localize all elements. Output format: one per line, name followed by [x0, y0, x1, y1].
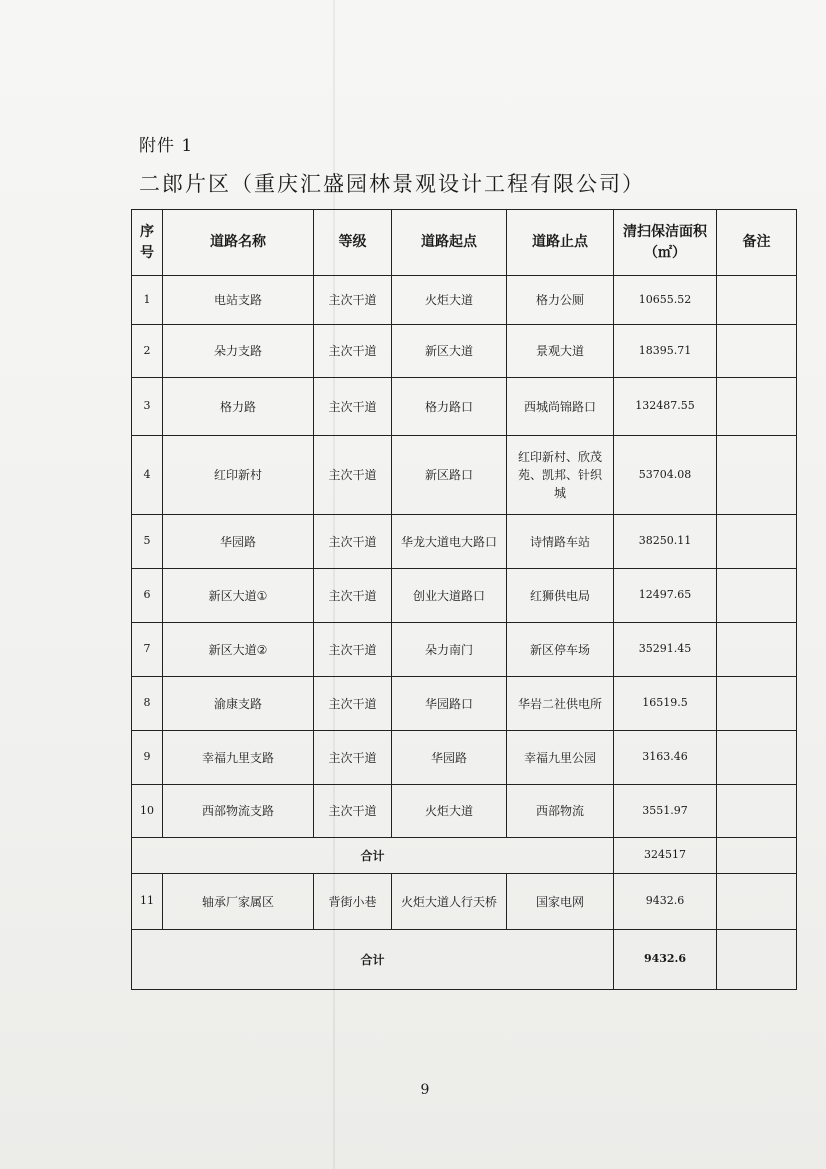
row-remark — [717, 677, 797, 731]
row-remark — [717, 569, 797, 623]
row-end: 西城尚锦路口 — [507, 378, 614, 436]
subtotal-row — [132, 838, 797, 874]
row-index: 3 — [132, 378, 163, 436]
header-road-name: 道路名称 — [163, 210, 314, 276]
row-road-name: 格力路 — [163, 378, 314, 436]
row-index: 10 — [132, 785, 163, 838]
page-number: 9 — [420, 1082, 430, 1098]
row-grade: 主次干道 — [314, 276, 392, 325]
table-row — [132, 569, 797, 623]
row-grade: 背街小巷 — [314, 874, 392, 930]
row-start: 火炬大道 — [392, 785, 507, 838]
row-road-name: 电站支路 — [163, 276, 314, 325]
row-start: 格力路口 — [392, 378, 507, 436]
row-area: 18395.71 — [614, 325, 717, 378]
row-remark — [717, 325, 797, 378]
row-start: 新区路口 — [392, 436, 507, 515]
row-remark — [717, 874, 797, 930]
header-remark: 备注 — [717, 210, 797, 276]
row-start: 创业大道路口 — [392, 569, 507, 623]
row-index: 8 — [132, 677, 163, 731]
row-index: 1 — [132, 276, 163, 325]
row-area: 12497.65 — [614, 569, 717, 623]
row-index: 9 — [132, 731, 163, 785]
row-road-name: 轴承厂家属区 — [163, 874, 314, 930]
row-index: 5 — [132, 515, 163, 569]
subtotal-value: 9432.6 — [614, 930, 717, 990]
table-header-row — [132, 210, 797, 276]
table-row — [132, 874, 797, 930]
road-cleaning-table — [131, 209, 797, 990]
header-index: 序号 — [132, 210, 163, 276]
row-start: 华园路 — [392, 731, 507, 785]
row-grade: 主次干道 — [314, 623, 392, 677]
table-row — [132, 515, 797, 569]
header-start: 道路起点 — [392, 210, 507, 276]
subtotal-row — [132, 930, 797, 990]
row-grade: 主次干道 — [314, 515, 392, 569]
row-area: 53704.08 — [614, 436, 717, 515]
row-end: 国家电网 — [507, 874, 614, 930]
row-start: 华园路口 — [392, 677, 507, 731]
subtotal-remark — [717, 930, 797, 990]
row-road-name: 西部物流支路 — [163, 785, 314, 838]
row-area: 9432.6 — [614, 874, 717, 930]
row-remark — [717, 623, 797, 677]
row-start: 新区大道 — [392, 325, 507, 378]
row-end: 华岩二社供电所 — [507, 677, 614, 731]
row-road-name: 新区大道② — [163, 623, 314, 677]
row-end: 幸福九里公园 — [507, 731, 614, 785]
subtotal-remark — [717, 838, 797, 874]
row-grade: 主次干道 — [314, 785, 392, 838]
row-end: 诗情路车站 — [507, 515, 614, 569]
row-area: 132487.55 — [614, 378, 717, 436]
table-row — [132, 731, 797, 785]
row-start: 华龙大道电大路口 — [392, 515, 507, 569]
row-grade: 主次干道 — [314, 436, 392, 515]
header-grade: 等级 — [314, 210, 392, 276]
row-grade: 主次干道 — [314, 569, 392, 623]
row-end: 西部物流 — [507, 785, 614, 838]
row-index: 4 — [132, 436, 163, 515]
row-index: 11 — [132, 874, 163, 930]
row-area: 35291.45 — [614, 623, 717, 677]
row-end: 红狮供电局 — [507, 569, 614, 623]
row-remark — [717, 731, 797, 785]
row-index: 2 — [132, 325, 163, 378]
row-remark — [717, 515, 797, 569]
table-row — [132, 785, 797, 838]
table-row — [132, 378, 797, 436]
table-row — [132, 325, 797, 378]
row-road-name: 华园路 — [163, 515, 314, 569]
row-remark — [717, 378, 797, 436]
row-remark — [717, 436, 797, 515]
subtotal-label: 合计 — [132, 930, 614, 990]
row-grade: 主次干道 — [314, 325, 392, 378]
row-area: 16519.5 — [614, 677, 717, 731]
row-grade: 主次干道 — [314, 677, 392, 731]
table-row — [132, 276, 797, 325]
subtotal-label: 合计 — [132, 838, 614, 874]
document-heading: 二郎片区（重庆汇盛园林景观设计工程有限公司） — [139, 172, 645, 196]
table-row — [132, 677, 797, 731]
table-row — [132, 436, 797, 515]
header-end: 道路止点 — [507, 210, 614, 276]
row-remark — [717, 276, 797, 325]
attachment-label: 附件 1 — [139, 136, 194, 156]
row-grade: 主次干道 — [314, 378, 392, 436]
row-remark — [717, 785, 797, 838]
row-end: 景观大道 — [507, 325, 614, 378]
row-grade: 主次干道 — [314, 731, 392, 785]
row-start: 火炬大道 — [392, 276, 507, 325]
row-road-name: 幸福九里支路 — [163, 731, 314, 785]
row-end: 红印新村、欣茂苑、凯邦、针织城 — [507, 436, 614, 515]
row-end: 新区停车场 — [507, 623, 614, 677]
subtotal-value: 324517 — [614, 838, 717, 874]
table-row — [132, 623, 797, 677]
row-area: 3163.46 — [614, 731, 717, 785]
row-road-name: 新区大道① — [163, 569, 314, 623]
header-area: 清扫保洁面积（㎡） — [614, 210, 717, 276]
row-road-name: 朵力支路 — [163, 325, 314, 378]
row-area: 38250.11 — [614, 515, 717, 569]
row-road-name: 红印新村 — [163, 436, 314, 515]
row-area: 10655.52 — [614, 276, 717, 325]
row-start: 火炬大道人行天桥 — [392, 874, 507, 930]
row-road-name: 渝康支路 — [163, 677, 314, 731]
row-index: 7 — [132, 623, 163, 677]
row-area: 3551.97 — [614, 785, 717, 838]
row-index: 6 — [132, 569, 163, 623]
row-start: 朵力南门 — [392, 623, 507, 677]
row-end: 格力公厕 — [507, 276, 614, 325]
